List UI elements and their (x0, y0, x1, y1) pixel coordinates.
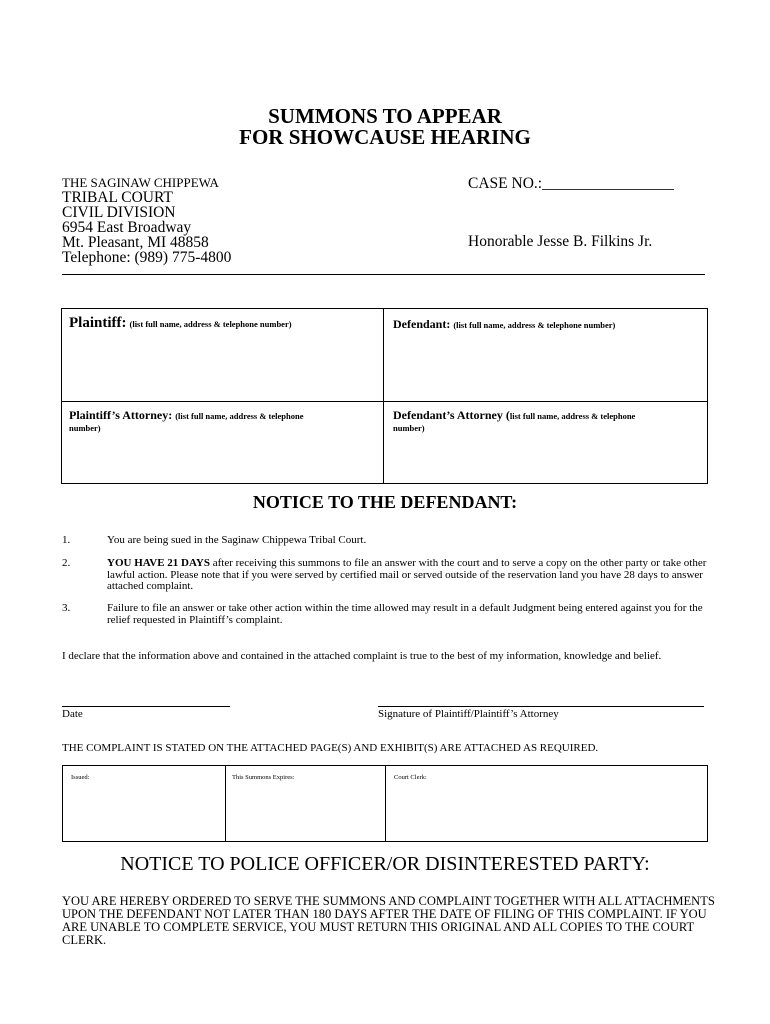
defendant-hint: (list full name, address & telephone number) (453, 320, 616, 330)
defendant-attorney-hint-cont: number) (393, 423, 425, 433)
item-number: 3. (62, 602, 71, 614)
notice-police-heading: NOTICE TO POLICE OFFICER/OR DISINTERESTED PARTY: (120, 853, 650, 875)
form-title-line2: FOR SHOWCAUSE HEARING (239, 125, 531, 149)
court-street: 6954 East Broadway (62, 219, 192, 236)
table-divider-vertical (383, 309, 384, 483)
plaintiff-attorney-hint-cont: number) (69, 423, 101, 433)
plaintiff-label: Plaintiff: (69, 315, 127, 331)
item-text: Failure to file an answer or take other action within the time allowed may result in a default Judgment being entered against you for the relief requested in Plaintiff’s complaint. (107, 602, 703, 626)
court-name-line1: THE SAGINAW CHIPPEWA (62, 175, 219, 190)
defendant-label: Defendant: (393, 317, 451, 331)
court-name-line2: TRIBAL COURT (62, 189, 173, 206)
defendant-cell[interactable] (393, 319, 615, 331)
court-address-block (62, 175, 231, 265)
item-body: after receiving this summons to file an answer with the court and to serve a copy on the other party or take other lawful action. Please note that if you were served by certified mail or served outside of the reservation land you have 28 days to answer attached complaint. (107, 557, 707, 592)
item-emphasis: YOU HAVE 21 DAYS (107, 557, 210, 569)
table-divider (225, 766, 226, 841)
date-label: Date (62, 708, 83, 720)
parties-table (61, 308, 708, 484)
item-text (107, 558, 707, 593)
signature-line[interactable] (378, 706, 704, 707)
item-text: You are being sued in the Saginaw Chippewa Tribal Court. (107, 534, 367, 546)
defendant-attorney-label: Defendant’s Attorney ( (393, 408, 510, 422)
item-number: 2. (62, 557, 71, 569)
defendant-attorney-hint: list full name, address & telephone (509, 411, 636, 421)
case-number-field[interactable]: CASE NO.:_________________ (468, 175, 674, 192)
service-order-text: YOU ARE HEREBY ORDERED TO SERVE THE SUMMONS AND COMPLAINT TOGETHER WITH ALL ATTACHMENTS UPON THE DEFENDANT NOT LATER THAN 180 DAYS AFTER THE DATE OF FILING OF THIS COMPLAINT. IF YOU ARE UNABLE TO COMPLETE SERVICE, YOU MUST RETURN THIS ORIGINAL AND ALL COPIES TO THE COURT CLERK. (62, 894, 715, 947)
table-divider-horizontal (62, 401, 707, 402)
notice-defendant-heading: NOTICE TO THE DEFENDANT: (252, 492, 518, 512)
declaration-text: I declare that the information above and contained in the attached complaint is true to the best of my information, knowledge and belief. (62, 650, 662, 662)
signature-label: Signature of Plaintiff/Plaintiff’s Attorney (378, 708, 559, 720)
plaintiff-attorney-cell[interactable] (69, 410, 369, 434)
judge-name: Honorable Jesse B. Filkins Jr. (468, 233, 653, 250)
plaintiff-attorney-hint: (list full name, address & telephone (175, 411, 304, 421)
plaintiff-attorney-label: Plaintiff’s Attorney: (69, 408, 173, 422)
form-title-line1: SUMMONS TO APPEAR (268, 104, 502, 128)
defendant-attorney-cell[interactable] (393, 410, 703, 434)
header-divider (62, 274, 705, 275)
complaint-statement: THE COMPLAINT IS STATED ON THE ATTACHED PAGE(S) AND EXHIBIT(S) ARE ATTACHED AS REQUIRED. (62, 742, 599, 754)
court-telephone: Telephone: (989) 775-4800 (62, 249, 232, 266)
court-city: Mt. Pleasant, MI 48858 (62, 234, 209, 251)
table-divider (385, 766, 386, 841)
court-clerk-field[interactable]: Court Clerk: (394, 774, 427, 781)
plaintiff-cell[interactable] (69, 315, 292, 331)
item-number: 1. (62, 534, 71, 546)
issued-field[interactable]: Issued: (71, 774, 90, 781)
expires-field[interactable]: This Summons Expires: (232, 774, 295, 781)
court-division: CIVIL DIVISION (62, 204, 176, 221)
date-line[interactable] (62, 706, 230, 707)
issue-table (62, 765, 708, 842)
plaintiff-hint: (list full name, address & telephone number) (129, 319, 292, 329)
